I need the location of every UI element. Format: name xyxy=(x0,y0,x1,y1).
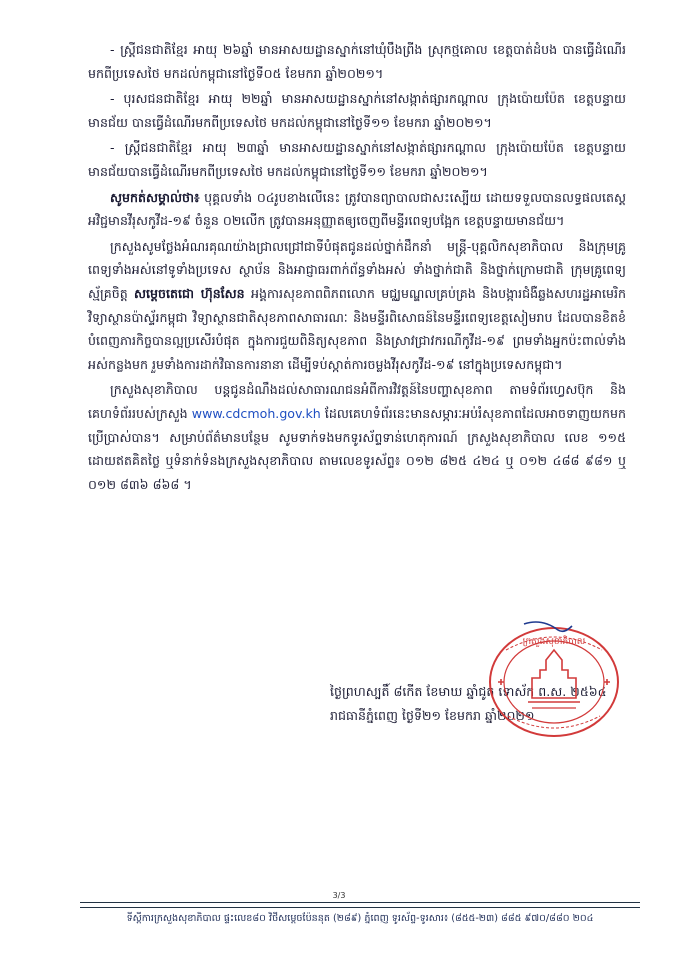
letter-body xyxy=(88,38,626,498)
case-1-paragraph: - ស្ត្រីជនជាតិខ្មែរ អាយុ ២៦ឆ្នាំ មានអាសយដ្ឋានស្នាក់នៅឃុំបឹងព្រីង ស្រុកថ្មគោល ខេត្តបាត់ដំបង បានធ្វើដំណើរមកពីប្រទេសថៃ មកដល់កម្ពុជានៅថ្ងៃទី០៥ ខែមករា ឆ្នាំ២០២១។ xyxy=(88,42,626,81)
place-date: រាជធានីភ្នំពេញ ថ្ងៃទី២១ ខែមករា ឆ្នាំ២០២១ xyxy=(330,708,535,723)
ministry-seal-icon xyxy=(484,620,624,740)
info-text-after: ដែលគេហទំព័រនេះមានសម្ភារៈអប់រំសុខភាពដែលអាចទាញយកមកប្រើប្រាស់បាន។ សម្រាប់ព័ត៌មានបន្ថែម សូមទាក់ទងមកទូរស័ព្ទទាន់ហេតុការណ៍ ក្រសួងសុខាភិបាល លេខ ១១៥ ដោយឥតគិតថ្លៃ ឬទំនាក់ទំនងក្រសួងសុខាភិបាល តាមលេខទូរស័ព្ទ៖ ០១២ ៨២៥ ៤២៤ ឬ ០១២ ៤៨៨ ៩៨១ ឬ ០១២ ៨៣៦ ៨៦៨ ។ xyxy=(88,405,627,492)
case-2-paragraph: - បុរសជនជាតិខ្មែរ អាយុ ២២ឆ្នាំ មានអាសយដ្ឋានស្នាក់នៅសង្កាត់ផ្សារកណ្តាល ក្រុងប៉ោយប៉ែត ខេត្តបន្ទាយមានជ័យ បានធ្វើដំណើរមកពីប្រទេសថៃ មកដល់កម្ពុជានៅថ្ងៃទី១១ ខែមករា ឆ្នាំ២០២១។ xyxy=(88,91,626,130)
thanks-text-after: អង្គការសុខភាពពិភពលោក មជ្ឈមណ្ឌលគ្រប់គ្រង និងបង្ការជំងឺឆ្លងសហរដ្ឋអាមេរិក វិទ្យាស្ថានប៉ាស្ទ័រកម្ពុជា វិទ្យាស្ថានជាតិសុខភាពសាធារណៈ និងមន្ទីរពិសោធន៍នៃមន្ទីរពេទ្យខេត្តសៀមរាប ដែលបានខិតខំបំពេញភារកិច្ចបានល្អប្រសើរបំផុត ក្នុងការជួយពិនិត្យសុខភាព និងស្រាវជ្រាវករណីកូវីដ-១៩ ព្រមទាំងអ្នកប៉ះពាល់ទាំងអស់កន្លងមក រួមទាំងការដាក់វិធានការនានា ដើម្បីទប់ស្កាត់ការចម្លងវីរុសកូវីដ-១៩ នៅក្នុងប្រទេសកម្ពុជា។ xyxy=(88,285,626,372)
note-label: សូមកត់សម្គាល់ថា៖ xyxy=(110,189,200,205)
info-paragraph xyxy=(88,378,626,496)
stamp-text: ក្រសួងសុខាភិបាល xyxy=(522,637,586,647)
thanks-text-before: ក្រសួងសូមថ្លែងអំណរគុណយ៉ាងជ្រាលជ្រៅជាទីបំផុតជូនដល់ថ្នាក់ដឹកនាំ មន្ត្រី-បុគ្គលិកសុខាភិបាល និងក្រុមគ្រូពេទ្យទាំងអស់នៅទូទាំងប្រទេស ស្ថាប័ន និងអាជ្ញាធរពាក់ព័ន្ធទាំងអស់ ទាំងថ្នាក់ជាតិ និងថ្នាក់ក្រោមជាតិ ក្រុមគ្រូពេទ្យស្ម័គ្រចិត្ត xyxy=(88,238,626,301)
note-paragraph xyxy=(88,186,626,233)
footer-address: ទីស្តីការក្រសួងសុខាភិបាល ផ្ទះលេខ៨០ វិថីសម្តេចប៉ែននុត (២៨៩) ភ្នំពេញ ទូរស័ព្ទ-ទូរសារ៖ (៨៥៥-២៣) ៨៨៥ ៩៧០/៨៨០ ២០៤ xyxy=(126,913,594,924)
info-text-before: ក្រសួងសុខាភិបាល បន្តជូនដំណឹងដល់សាធារណជនអំពីការវិវត្តន៍នៃបញ្ហាសុខភាព តាមទំព័រហ្វេសប៊ុក និងគេហទំព័ររបស់ក្រសួង xyxy=(88,382,626,421)
note-text: បុគ្គលទាំង ០៤រូបខាងលើនេះ ត្រូវបានព្យាបាលជាសះស្បើយ ដោយទទួលបានលទ្ធផលតេស្ត អវិជ្ជមានវីរុសកូវីដ-១៩ ចំនួន ០២លើក ត្រូវបានអនុញ្ញាតឲ្យចេញពីមន្ទីរពេទ្យបង្អែក ខេត្តបន្ទាយមានជ័យ។ xyxy=(88,189,626,229)
footer-divider xyxy=(80,902,640,908)
thanks-paragraph xyxy=(88,235,626,377)
website-link[interactable]: www.cdcmoh.gov.kh xyxy=(191,405,321,421)
lunar-date: ថ្ងៃព្រហស្បតិ៍ ៨កើត ខែមាឃ ឆ្នាំជូត ទោស័ក ព.ស. ២៥៦៤ xyxy=(330,684,607,699)
case-3-paragraph: - ស្ត្រីជនជាតិខ្មែរ អាយុ ២៣ឆ្នាំ មានអាសយដ្ឋានស្នាក់នៅសង្កាត់ផ្សារកណ្តាល ក្រុងប៉ោយប៉ែត ខេត្តបន្ទាយមានជ័យបានធ្វើដំណើរមកពីប្រទេសថៃ មកដល់កម្ពុជានៅថ្ងៃទី១១ ខែមករា ឆ្នាំ២០២១។ xyxy=(88,140,626,179)
page-number: 3/3 xyxy=(332,891,346,900)
thanks-highlight: សម្តេចតេជោ ហ៊ុនសែន xyxy=(134,285,245,301)
